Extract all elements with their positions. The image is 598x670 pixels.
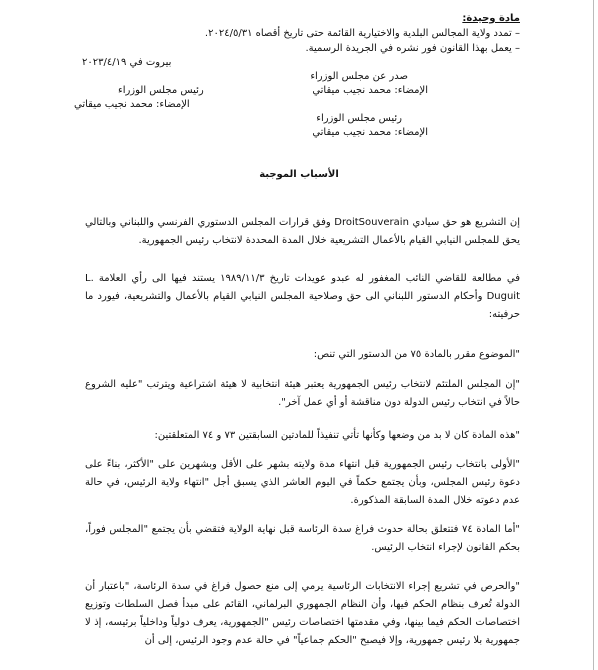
signature-date: بيروت في ٢٠٢٣/٤/١٩ <box>82 57 172 68</box>
paragraph-text: "أما المادة ٧٤ فتتعلق بحالة حدوث فراغ سدة الرئاسة قبل نهاية الولاية فتقضي بأن يجتمع "المجلس فوراً، بحكم القانون لإجراء انتخاب الرئيس. <box>85 524 520 553</box>
issued-by: صدر عن مجلس الوزراء <box>310 71 408 82</box>
paragraph-1 <box>85 214 520 250</box>
pm-title-right: رئيس مجلس الوزراء <box>316 113 402 124</box>
paragraph-5 <box>85 427 520 445</box>
paragraph-text: "والحرص في تشريع إجراء الانتخابات الرئاسية يرمي إلى منع حصول فراغ في سدة الرئاسة، "باعتبار أن الدولة تُعرف بنظام الحكم فيها، وأن النظام الجمهوري البرلماني، القائم على مبدأ فصل السلطات وتوزيع اختصاصات الحكم فيما بينها، وفي مقدمتها اختصاصات رئيس "الجمهورية، يعرف دولياً وداخلياً برئيسه، إذ لا جمهورية بلا رئيس جمهورية، وإلا فيصبح "الحكم جماعياً" في حالة عدم وجود الرئيس، إلى أن <box>85 581 520 646</box>
paragraph-text: "الأولى بانتخاب رئيس الجمهورية قبل انتهاء مدة ولايته بشهر على الأقل وبشهرين على "الأكثر، بناءً على دعوة رئيس المجلس، وبأن يجتمع حكماً في اليوم العاشر الذي يسبق أجل "انتهاء ولاية الرئيس، في حالة عدم دعوته خلال المدة السابقة المذكورة. <box>85 459 520 506</box>
signature-label-1: الإمضاء: محمد نجيب ميقاتي <box>312 85 428 96</box>
paragraph-2 <box>85 270 520 324</box>
article-line-2: – يعمل بهذا القانون فور نشره في الجريدة الرسمية. <box>305 43 520 54</box>
paragraph-text: "هذه المادة كان لا بد من وضعها وكأنها تأتي تنفيذاً للمادتين السابقتين ٧٣ و ٧٤ المتعلقتين: <box>154 430 520 441</box>
paragraph-text: في مطالعة للقاضي النائب المغفور له عبدو عويدات تاريخ ١٩٨٩/١١/٣ يستند فيها الى رأي العلامة L. Duguit وأحكام الدستور اللبناني الى حق وصلاحية المجلس النيابي القيام بالأعمال والتشريعية، فيورد ما حرفيته: <box>85 273 520 320</box>
paragraph-text: "الموضوع مقرر بالمادة ٧٥ من الدستور التي تنص: <box>313 349 520 360</box>
article-line-1: – تمدد ولاية المجالس البلدية والاختيارية القائمة حتى تاريخ أقصاه ٢٠٢٤/٥/٣١. <box>204 28 520 39</box>
paragraph-6 <box>85 456 520 510</box>
paragraph-7 <box>85 521 520 557</box>
pm-title-left: رئيس مجلس الوزراء <box>118 85 204 96</box>
paragraph-3 <box>85 346 520 364</box>
paragraph-text: "إن المجلس الملتئم لانتخاب رئيس الجمهورية يعتبر هيئة انتخابية لا هيئة اشتراعية ويترتب "عليه الشروع حالاً في انتخاب رئيس الدولة دون مناقشة أو أي عمل آخر". <box>85 379 520 408</box>
paragraph-8 <box>85 578 520 650</box>
signature-left: الإمضاء: محمد نجيب ميقاتي <box>74 99 190 110</box>
article-title: مادة وحيدة: <box>462 13 520 24</box>
paragraph-text: إن التشريع هو حق سيادي DroitSouverain وفق قرارات المجلس الدستوري الفرنسي واللبناني وبالتالي يحق للمجلس النيابي القيام بالأعمال التشريعية خلال المدة المحددة لانتخاب رئيس الجمهورية. <box>85 217 520 246</box>
page-edge-line <box>593 0 594 670</box>
signature-right: الإمضاء: محمد نجيب ميقاتي <box>312 127 428 138</box>
section-heading: الأسباب الموجبة <box>259 169 339 180</box>
paragraph-4 <box>85 376 520 412</box>
